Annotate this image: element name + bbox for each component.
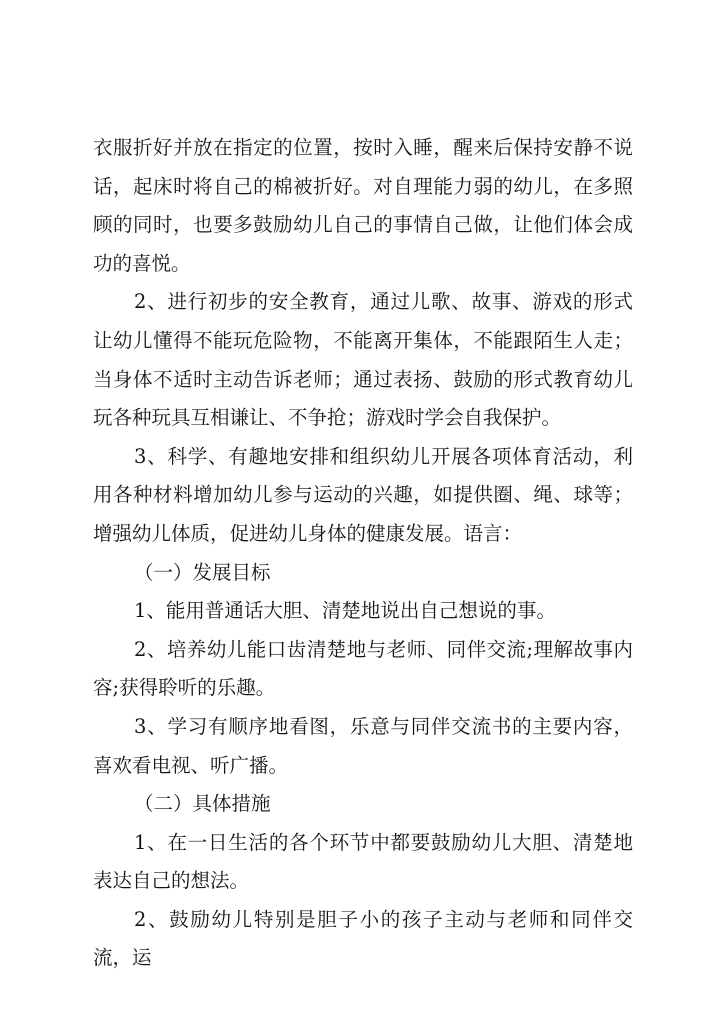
goal-item-1: 1、能用普通话大胆、清楚地说出自己想说的事。 bbox=[134, 599, 556, 623]
paragraph-safety-education: 2、进行初步的安全教育，通过儿歌、故事、游戏的形式让幼儿懂得不能玩危险物，不能离开集体，不能跟陌生人走；当身体不适时主动告诉老师；通过表扬、鼓励的形式教育幼儿玩各种玩具互相谦让、不争抢；游戏时学会自我保护。 bbox=[93, 290, 633, 430]
section-heading-measures: （二）具体措施 bbox=[134, 792, 271, 816]
document-body bbox=[93, 129, 633, 978]
measure-item-1: 1、在一日生活的各个环节中都要鼓励幼儿大胆、清楚地表达自己的想法。 bbox=[93, 830, 633, 893]
paragraph-sports-activities: 3、科学、有趣地安排和组织幼儿开展各项体育活动，利用各种材料增加幼儿参与运动的兴趣，如提供圈、绳、球等；增强幼儿体质，促进幼儿身体的健康发展。语言： bbox=[93, 444, 633, 545]
section-heading-goals: （一）发展目标 bbox=[134, 560, 271, 584]
measure-item-2: 2、鼓励幼儿特别是胆子小的孩子主动与老师和同伴交流，运 bbox=[93, 907, 633, 970]
goal-item-2: 2、培养幼儿能口齿清楚地与老师、同伴交流;理解故事内容;获得聆听的乐趣。 bbox=[93, 637, 633, 700]
goal-item-3: 3、学习有顺序地看图，乐意与同伴交流书的主要内容，喜欢看电视、听广播。 bbox=[93, 714, 633, 777]
paragraph-self-care-continued: 衣服折好并放在指定的位置，按时入睡，醒来后保持安静不说话，起床时将自己的棉被折好。对自理能力弱的幼儿，在多照顾的同时，也要多鼓励幼儿自己的事情自己做，让他们体会成功的喜悦。 bbox=[93, 136, 633, 275]
